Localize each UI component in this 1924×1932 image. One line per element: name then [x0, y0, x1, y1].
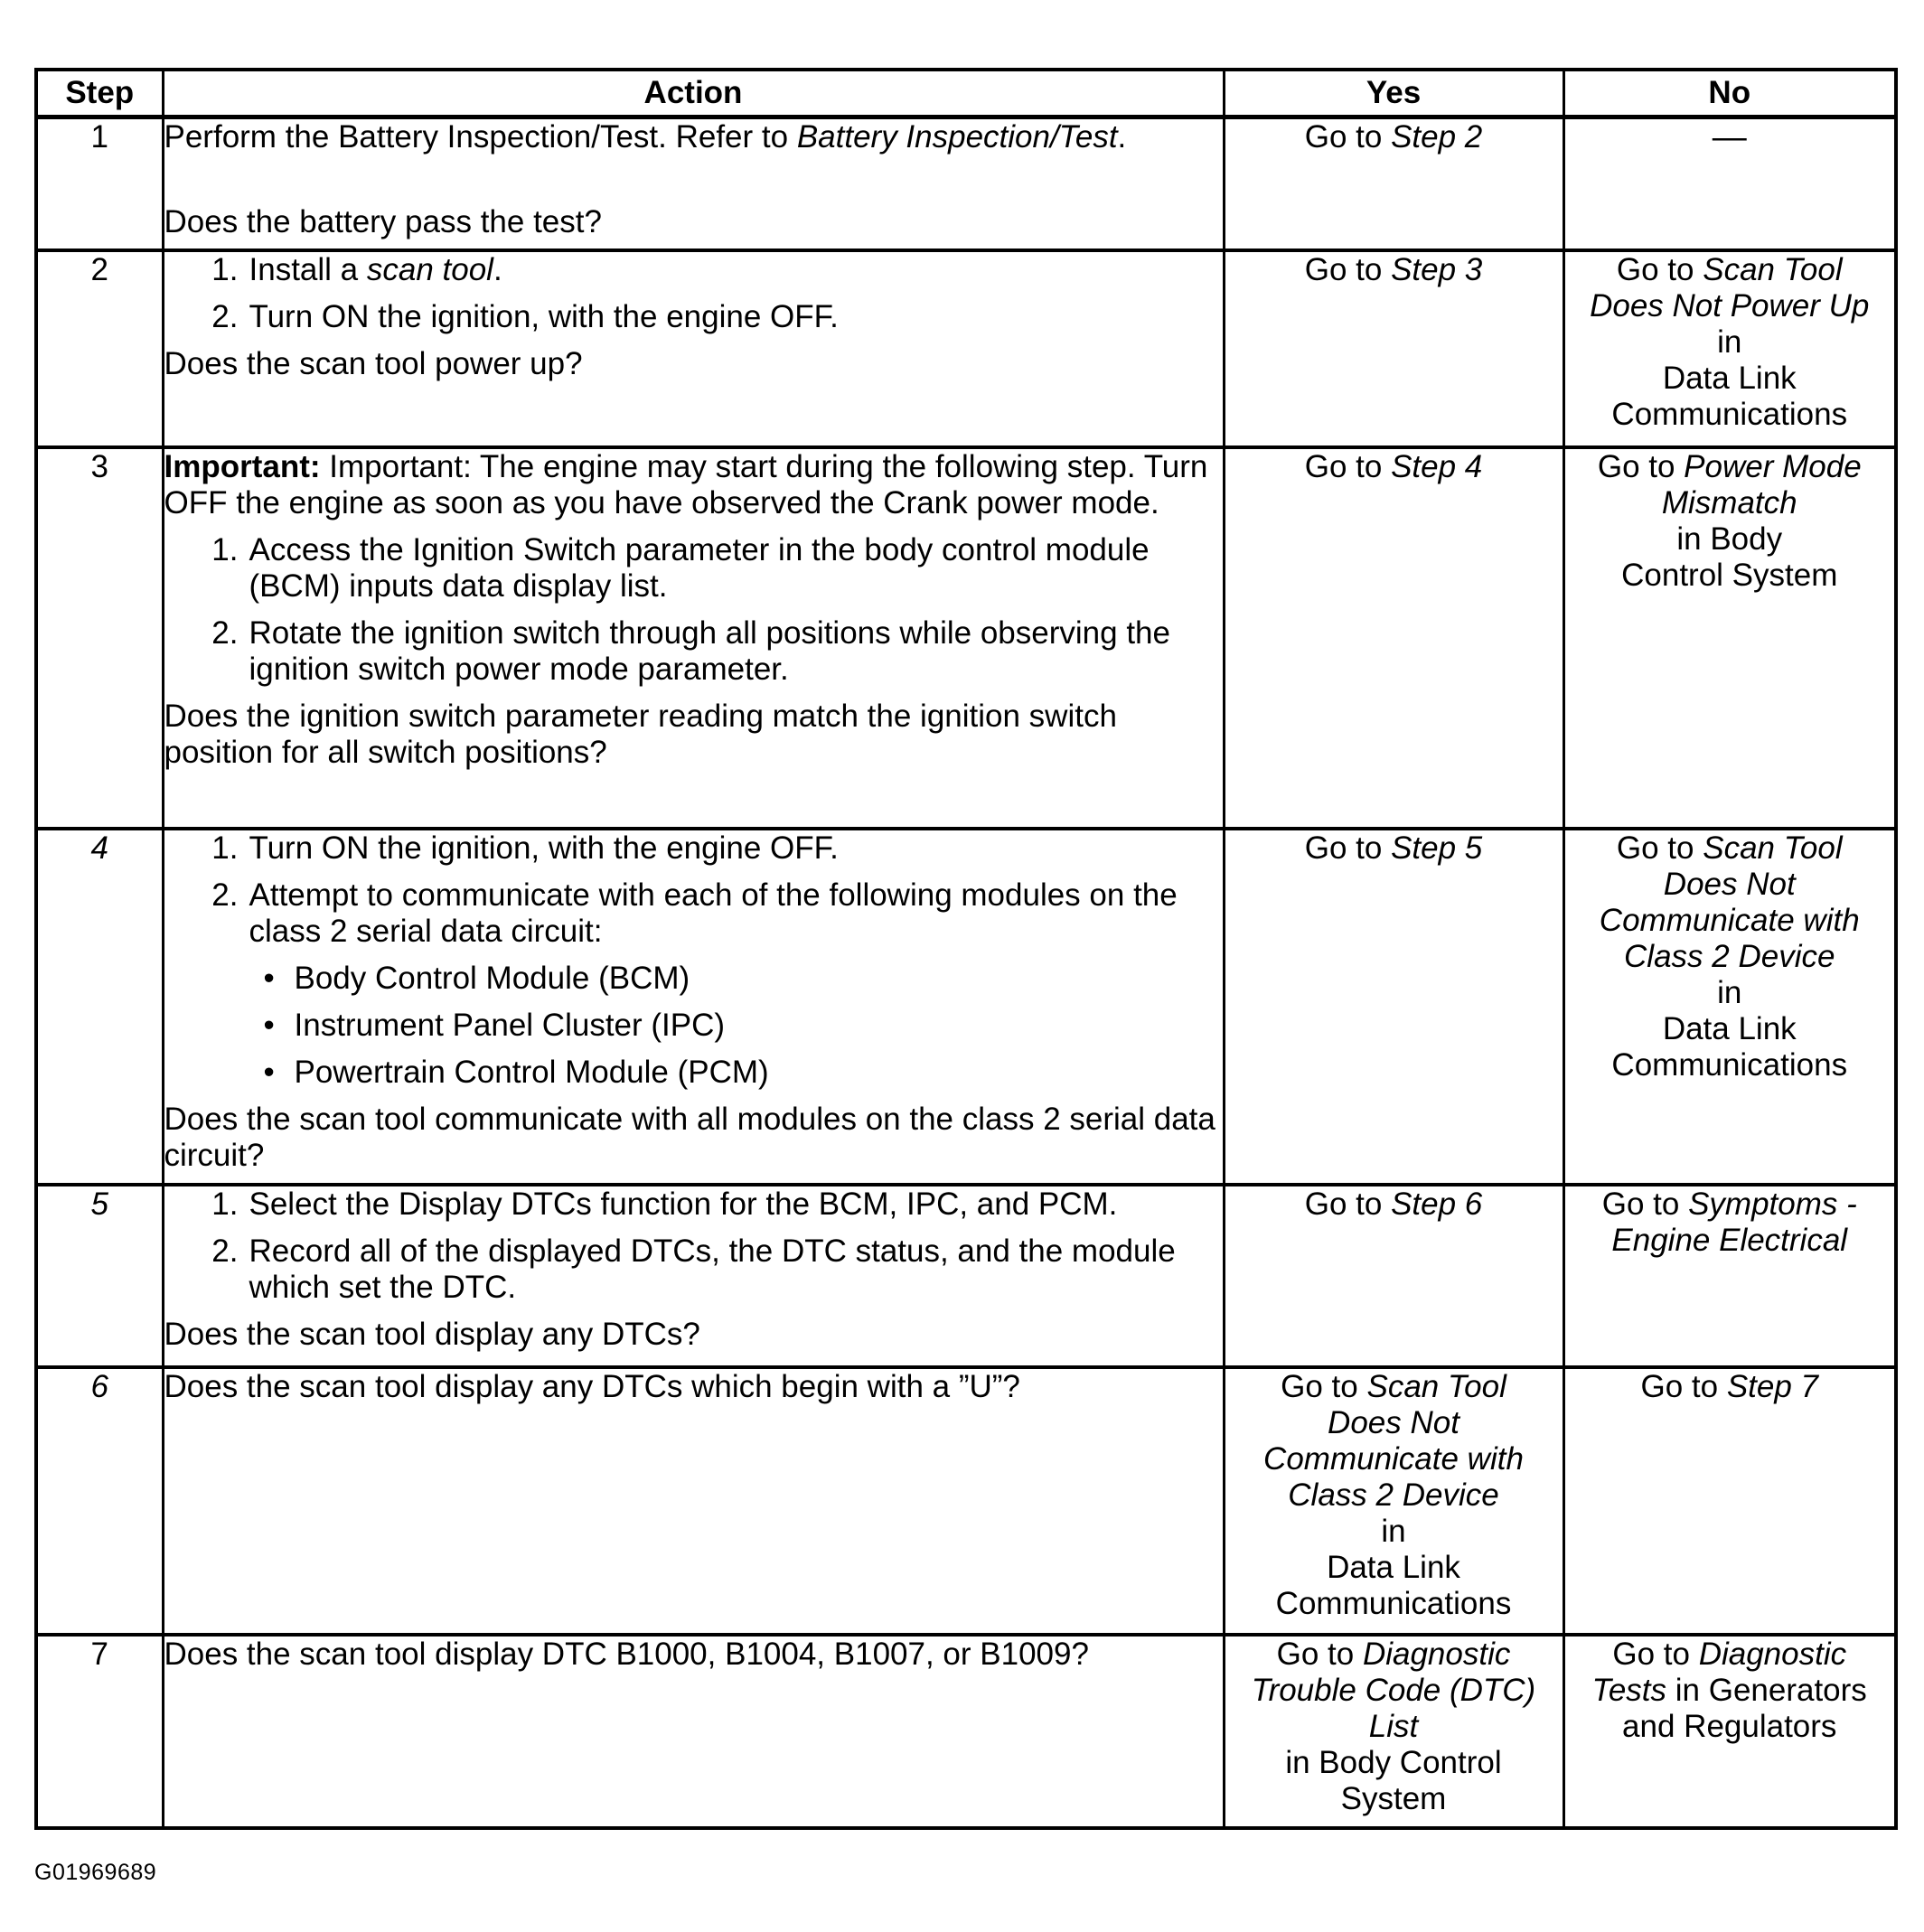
step-number: 6 — [36, 1367, 163, 1635]
list-item: 2. Rotate the ignition switch through all positions while observing the ignition switch power mode parameter. — [211, 614, 1170, 687]
list-item: 2. Turn ON the ignition, with the engine OFF. — [211, 298, 839, 334]
header-no: No — [1563, 70, 1896, 117]
step-number: 5 — [36, 1185, 163, 1367]
no-cell: Go to Scan Tool Does Not Communicate with Class 2 Device in Data Link Communications — [1563, 829, 1896, 1185]
action-question: Does the scan tool display DTC B1000, B1004, B1007, or B1009? — [164, 1636, 1089, 1672]
action-question: Does the scan tool power up? — [164, 345, 583, 381]
action-cell — [163, 1635, 1224, 1828]
list-item: 2. Attempt to communicate with each of the following modules on the class 2 serial data circuit: — [211, 877, 1178, 949]
table-row — [36, 1635, 1896, 1828]
yes-cell: Go to Step 5 — [1224, 829, 1563, 1185]
header-step: Step — [36, 70, 163, 117]
step-number: 4 — [36, 829, 163, 1185]
no-cell: Go to Symptoms - Engine Electrical — [1563, 1185, 1896, 1367]
table-row — [36, 1367, 1896, 1635]
no-cell: Go to Diagnostic Tests in Generators and Regulators — [1563, 1635, 1896, 1828]
action-cell — [163, 829, 1224, 1185]
table-row — [36, 447, 1896, 829]
no-cell: — — [1563, 117, 1896, 250]
list-item: 1. Select the Display DTCs function for the BCM, IPC, and PCM. — [211, 1186, 1118, 1222]
action-cell — [163, 1185, 1224, 1367]
yes-cell: Go to Scan Tool Does Not Communicate with Class 2 Device in Data Link Communications — [1224, 1367, 1563, 1635]
figure-id: G01969689 — [34, 1860, 157, 1885]
table-row — [36, 250, 1896, 447]
action-cell — [163, 447, 1224, 829]
action-question: Does the scan tool communicate with all modules on the class 2 serial data circuit? — [164, 1101, 1215, 1173]
bullet-item: • Body Control Module (BCM) — [263, 960, 690, 996]
action-question: Does the battery pass the test? — [164, 204, 602, 239]
step-number: 7 — [36, 1635, 163, 1828]
bullet-item: • Powertrain Control Module (PCM) — [263, 1054, 769, 1090]
bullet-item: • Instrument Panel Cluster (IPC) — [263, 1007, 726, 1043]
table-row — [36, 1185, 1896, 1367]
list-item: 1. Turn ON the ignition, with the engine OFF. — [211, 830, 839, 866]
step-number: 3 — [36, 447, 163, 829]
header-action: Action — [163, 70, 1224, 117]
yes-cell: Go to Step 4 — [1224, 447, 1563, 829]
action-cell — [163, 117, 1224, 250]
important-note: Important: Important: The engine may start during the following step. Turn OFF the engine as soon as you have observed the Crank power mode. — [164, 448, 1208, 521]
list-item: 1. Access the Ignition Switch parameter in the body control module (BCM) inputs data display list. — [211, 531, 1150, 604]
header-row — [36, 70, 1896, 117]
yes-cell: Go to Step 2 — [1224, 117, 1563, 250]
action-question: Does the scan tool display any DTCs which begin with a ”U”? — [164, 1368, 1020, 1404]
action-text: Perform the Battery Inspection/Test. Refer to Battery Inspection/Test. — [164, 119, 1127, 155]
diagnostic-table — [34, 68, 1898, 1830]
action-cell — [163, 1367, 1224, 1635]
no-cell: Go to Step 7 — [1563, 1367, 1896, 1635]
table-row — [36, 117, 1896, 250]
step-number: 1 — [36, 117, 163, 250]
step-number: 2 — [36, 250, 163, 447]
yes-cell: Go to Step 6 — [1224, 1185, 1563, 1367]
list-item: 2. Record all of the displayed DTCs, the DTC status, and the module which set the DTC. — [211, 1233, 1176, 1305]
action-cell — [163, 250, 1224, 447]
action-question: Does the scan tool display any DTCs? — [164, 1316, 700, 1352]
no-cell: Go to Power Mode Mismatch in Body Control System — [1563, 447, 1896, 829]
table-row — [36, 829, 1896, 1185]
yes-cell: Go to Diagnostic Trouble Code (DTC) List in Body Control System — [1224, 1635, 1563, 1828]
yes-cell: Go to Step 3 — [1224, 250, 1563, 447]
header-yes: Yes — [1224, 70, 1563, 117]
no-cell: Go to Scan Tool Does Not Power Up in Data Link Communications — [1563, 250, 1896, 447]
action-question: Does the ignition switch parameter reading match the ignition switch position for all switch positions? — [164, 698, 1117, 770]
list-item: 1. Install a scan tool. — [211, 251, 502, 287]
